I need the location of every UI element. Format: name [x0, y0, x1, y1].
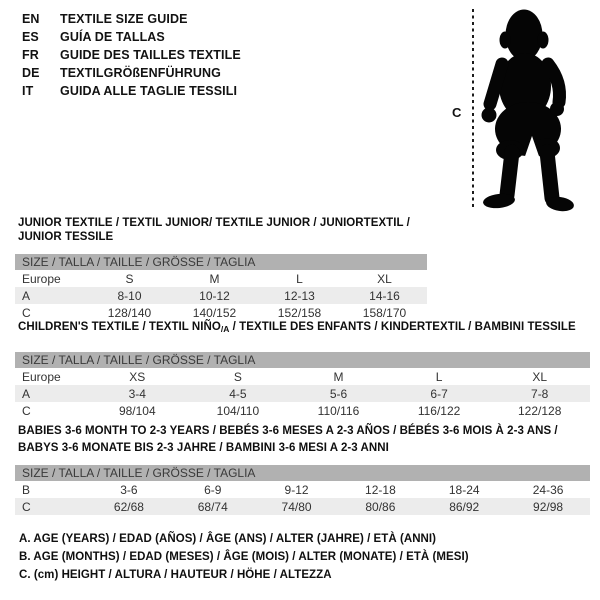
size-cell: XS	[129, 369, 146, 384]
age-cell: 8-10	[117, 288, 142, 303]
row-label: A	[22, 386, 31, 401]
age-cell: 6-9	[204, 482, 222, 497]
size-header-label: SIZE / TALLA / TAILLE / GRÖSSE / TAGLIA	[15, 254, 427, 270]
babies-title-line2: BABYS 3-6 MONATE BIS 2-3 JAHRE / BAMBINI 3-6 MESI A 2-3 ANNI	[18, 441, 389, 454]
guide-title: TEXTILGRÖßENFÜHRUNG	[60, 66, 221, 80]
age-cell: 24-36	[532, 482, 564, 497]
legend-height-cm: C. (cm) HEIGHT / ALTURA / HAUTEUR / HÖHE / ALTEZZA	[19, 569, 332, 581]
size-header-row	[15, 254, 427, 270]
table-row-age-months	[15, 481, 590, 498]
row-label: C	[22, 499, 31, 514]
height-cell: 122/128	[517, 403, 562, 418]
table-row-europe	[15, 368, 590, 385]
row-label: C	[22, 305, 31, 320]
height-cell: 104/110	[216, 403, 260, 418]
height-cell: 62/68	[113, 499, 144, 514]
junior-size-table	[15, 254, 427, 321]
height-cell: 80/86	[365, 499, 396, 514]
height-cell: 152/158	[277, 305, 322, 320]
age-cell: 3-6	[120, 482, 138, 497]
age-cell: 18-24	[448, 482, 480, 497]
babies-textile-section	[15, 423, 590, 515]
height-cell: 158/170	[362, 305, 407, 320]
height-cell: 68/74	[197, 499, 228, 514]
height-measure-label: C	[452, 105, 462, 120]
language-code: DE	[22, 66, 40, 80]
size-header-label: SIZE / TALLA / TAILLE / GRÖSSE / TAGLIA	[15, 465, 590, 481]
language-code: EN	[22, 12, 40, 26]
age-cell: 12-13	[284, 288, 315, 303]
table-row-age	[15, 385, 590, 402]
language-title-list	[22, 10, 241, 100]
table-row-age	[15, 287, 427, 304]
table-row-height	[15, 402, 590, 419]
row-label: B	[22, 482, 31, 497]
age-cell: 5-6	[329, 386, 348, 401]
language-row-de	[22, 64, 241, 82]
children-textile-section	[15, 320, 590, 419]
children-size-table	[15, 352, 590, 419]
height-cell: 116/122	[417, 403, 461, 418]
table-row-height	[15, 304, 427, 321]
age-cell: 7-8	[531, 386, 549, 401]
age-cell: 3-4	[128, 386, 146, 401]
junior-textile-section	[15, 216, 427, 321]
size-cell: L	[296, 271, 303, 286]
guide-title: TEXTILE SIZE GUIDE	[60, 12, 188, 26]
guide-title: GUIDE DES TAILLES TEXTILE	[60, 48, 241, 62]
language-code: ES	[22, 30, 39, 44]
height-cell: 128/140	[107, 305, 152, 320]
size-header-label: SIZE / TALLA / TAILLE / GRÖSSE / TAGLIA	[15, 352, 590, 368]
language-row-en	[22, 10, 241, 28]
size-cell: XL	[532, 369, 548, 384]
table-row-height	[15, 498, 590, 515]
row-label: Europe	[22, 369, 61, 384]
size-cell: L	[435, 369, 443, 384]
size-cell: M	[209, 271, 220, 286]
language-row-fr	[22, 46, 241, 64]
language-row-it	[22, 82, 241, 100]
children-title-pre: CHILDREN'S TEXTILE / TEXTIL NIÑO	[18, 321, 221, 333]
babies-table-title	[18, 423, 590, 456]
height-cell: 140/152	[192, 305, 237, 320]
children-table-title	[18, 320, 590, 336]
age-cell: 9-12	[284, 482, 309, 497]
guide-title: GUIDA ALLE TAGLIE TESSILI	[60, 84, 238, 98]
legend	[19, 530, 469, 584]
height-cell: 86/92	[449, 499, 480, 514]
height-dashed-line	[472, 9, 474, 207]
babies-title-line1: BABIES 3-6 MONTH TO 2-3 YEARS / BEBÉS 3-6 MESES A 2-3 AÑOS / BÉBÉS 3-6 MOIS À 2-3 ANS /	[18, 425, 558, 437]
baby-silhouette-icon	[480, 2, 576, 214]
size-cell: XL	[377, 271, 392, 286]
row-label: C	[22, 403, 31, 418]
junior-table-title: JUNIOR TEXTILE / TEXTIL JUNIOR/ TEXTILE JUNIOR / JUNIORTEXTIL / JUNIOR TESSILE	[18, 217, 410, 243]
age-cell: 4-5	[229, 386, 247, 401]
height-cell: 98/104	[118, 403, 156, 418]
size-cell: S	[233, 369, 242, 384]
size-cell: M	[333, 369, 344, 384]
row-label: Europe	[22, 271, 61, 286]
children-title-post: / TEXTILE DES ENFANTS / KINDERTEXTIL / BAMBINI TESSILE	[229, 321, 576, 333]
age-cell: 6-7	[430, 386, 448, 401]
legend-age-months: B. AGE (MONTHS) / EDAD (MESES) / ÂGE (MOIS) / ALTER (MONATE) / ETÀ (MESI)	[19, 551, 469, 563]
row-label: A	[22, 288, 31, 303]
height-cell: 92/98	[533, 499, 564, 514]
size-cell: S	[125, 271, 134, 286]
height-cell: 74/80	[281, 499, 312, 514]
age-cell: 12-18	[365, 482, 396, 497]
age-cell: 10-12	[199, 288, 230, 303]
children-title-sub: /A	[220, 324, 230, 334]
size-header-row	[15, 465, 590, 481]
table-row-europe	[15, 270, 427, 287]
language-row-es	[22, 28, 241, 46]
size-header-row	[15, 352, 590, 368]
language-code: IT	[22, 84, 34, 98]
guide-title: GUÍA DE TALLAS	[60, 30, 165, 44]
legend-age-years: A. AGE (YEARS) / EDAD (AÑOS) / ÂGE (ANS) / ALTER (JAHRE) / ETÀ (ANNI)	[19, 533, 437, 545]
age-cell: 14-16	[369, 288, 400, 303]
babies-size-table	[15, 465, 590, 515]
height-cell: 110/116	[317, 403, 360, 418]
language-code: FR	[22, 48, 39, 62]
